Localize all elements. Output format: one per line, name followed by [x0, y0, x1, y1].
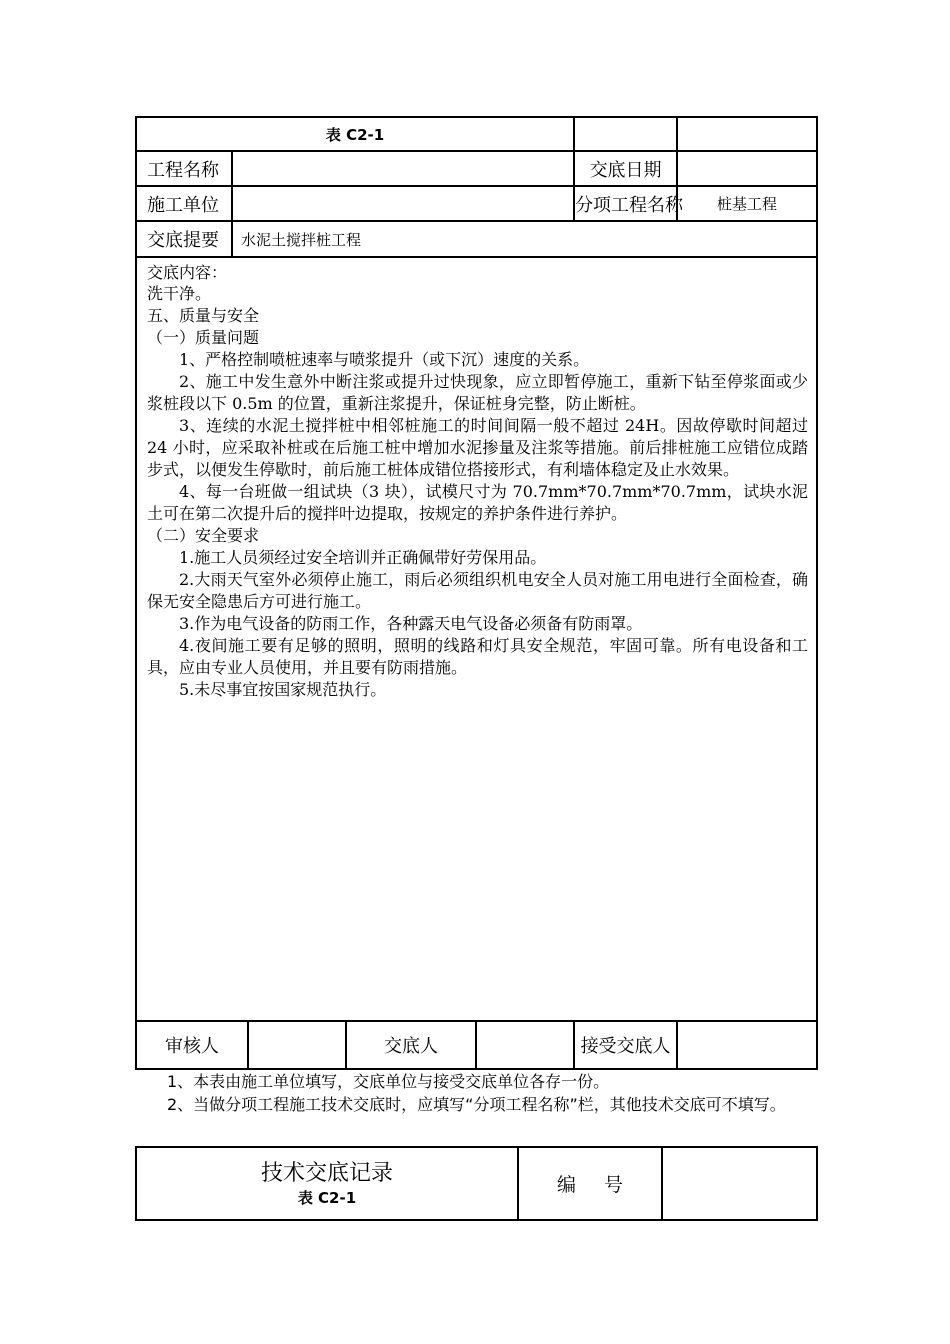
project-name-field[interactable]: [232, 151, 574, 186]
note-2: 2、当做分项工程施工技术交底时，应填写“分项工程名称”栏，其他技术交底可不填写。: [167, 1095, 786, 1114]
record-form-code: 表 C2-1: [297, 1188, 357, 1207]
content-paragraph: 1、严格控制喷桩速率与喷浆提升（或下沉）速度的关系。: [179, 350, 590, 369]
content-area[interactable]: [136, 257, 817, 1021]
content-paragraph: 4.夜间施工要有足够的照明，照明的线路和灯具安全规范，牢固可靠。所有电设备和工具，应由专业人员使用，并且要有防雨措施。: [147, 636, 809, 677]
content-paragraph: 2、施工中发生意外中断注浆或提升过快现象，应立即暂停施工，重新下钻至停浆面或少浆桩段以下 0.5m 的位置，重新注浆提升，保证桩身完整，防止断桩。: [147, 372, 809, 413]
content-paragraph: （一）质量问题: [147, 328, 260, 347]
handover-form-table: [135, 116, 818, 1070]
content-paragraph: 2.大雨天气室外必须停止施工，雨后必须组织机电安全人员对施工用电进行全面检查，确保无安全隐患后方可进行施工。: [147, 570, 809, 611]
number-label: 编号: [518, 1147, 662, 1220]
content-paragraph: 3.作为电气设备的防雨工作，各种露天电气设备必须备有防雨罩。: [179, 614, 643, 633]
record-title-table: [135, 1146, 818, 1221]
reviewer-field[interactable]: [248, 1021, 346, 1069]
construction-unit-field[interactable]: [232, 186, 574, 221]
receiver-field[interactable]: [677, 1021, 817, 1069]
project-name-label: 工程名称: [136, 151, 232, 186]
presenter-field[interactable]: [476, 1021, 574, 1069]
subitem-name-field[interactable]: 桩基工程: [677, 186, 817, 221]
content-row: [136, 257, 817, 1021]
presenter-label: 交底人: [346, 1021, 476, 1069]
content-paragraph: 洗干净。: [147, 284, 212, 303]
form-code: 表 C2-1: [136, 117, 574, 151]
reviewer-label: 审核人: [136, 1021, 248, 1069]
project-name-row: [136, 151, 817, 186]
signature-row: [136, 1021, 817, 1069]
notes: [135, 1070, 816, 1116]
content-paragraph: （二）安全要求: [147, 526, 260, 545]
header-empty-cell-2: [677, 117, 817, 151]
construction-unit-row: [136, 186, 817, 221]
record-title-cell: [136, 1147, 518, 1220]
summary-field[interactable]: 水泥土搅拌桩工程: [232, 221, 817, 257]
construction-unit-label: 施工单位: [136, 186, 232, 221]
summary-label: 交底提要: [136, 221, 232, 257]
content-paragraph: 5.未尽事宜按国家规范执行。: [179, 680, 387, 699]
subitem-name-label: 分项工程名称: [574, 186, 677, 221]
form-header-row: [136, 117, 817, 151]
content-paragraph: 3、连续的水泥土搅拌桩中相邻桩施工的时间间隔一般不超过 24H。因故停歇时间超过 24 小时，应采取补桩或在后施工桩中增加水泥掺量及注浆等措施。前后排桩施工应错位成踏步式，以便发生停歇时，前后施工桩体成错位搭接形式，有利墙体稳定及止水效果。: [147, 416, 809, 479]
receiver-label: 接受交底人: [574, 1021, 677, 1069]
handover-date-label: 交底日期: [574, 151, 677, 186]
content-title: 交底内容：: [147, 263, 228, 282]
record-title: 技术交底记录: [260, 1160, 393, 1186]
content-paragraph: 4、每一台班做一组试块（3 块），试模尺寸为 70.7mm*70.7mm*70.7mm，试块水泥土可在第二次提升后的搅拌叶边提取，按规定的养护条件进行养护。: [147, 482, 809, 523]
note-1: 1、本表由施工单位填写，交底单位与接受交底单位各存一份。: [167, 1072, 610, 1091]
header-empty-cell: [574, 117, 677, 151]
content-paragraph: 五、质量与安全: [147, 306, 260, 325]
number-field[interactable]: [662, 1147, 817, 1220]
summary-row: [136, 221, 817, 257]
content-paragraph: 1.施工人员须经过安全培训并正确佩带好劳保用品。: [179, 548, 547, 567]
handover-date-field[interactable]: [677, 151, 817, 186]
content-body: [147, 283, 808, 701]
